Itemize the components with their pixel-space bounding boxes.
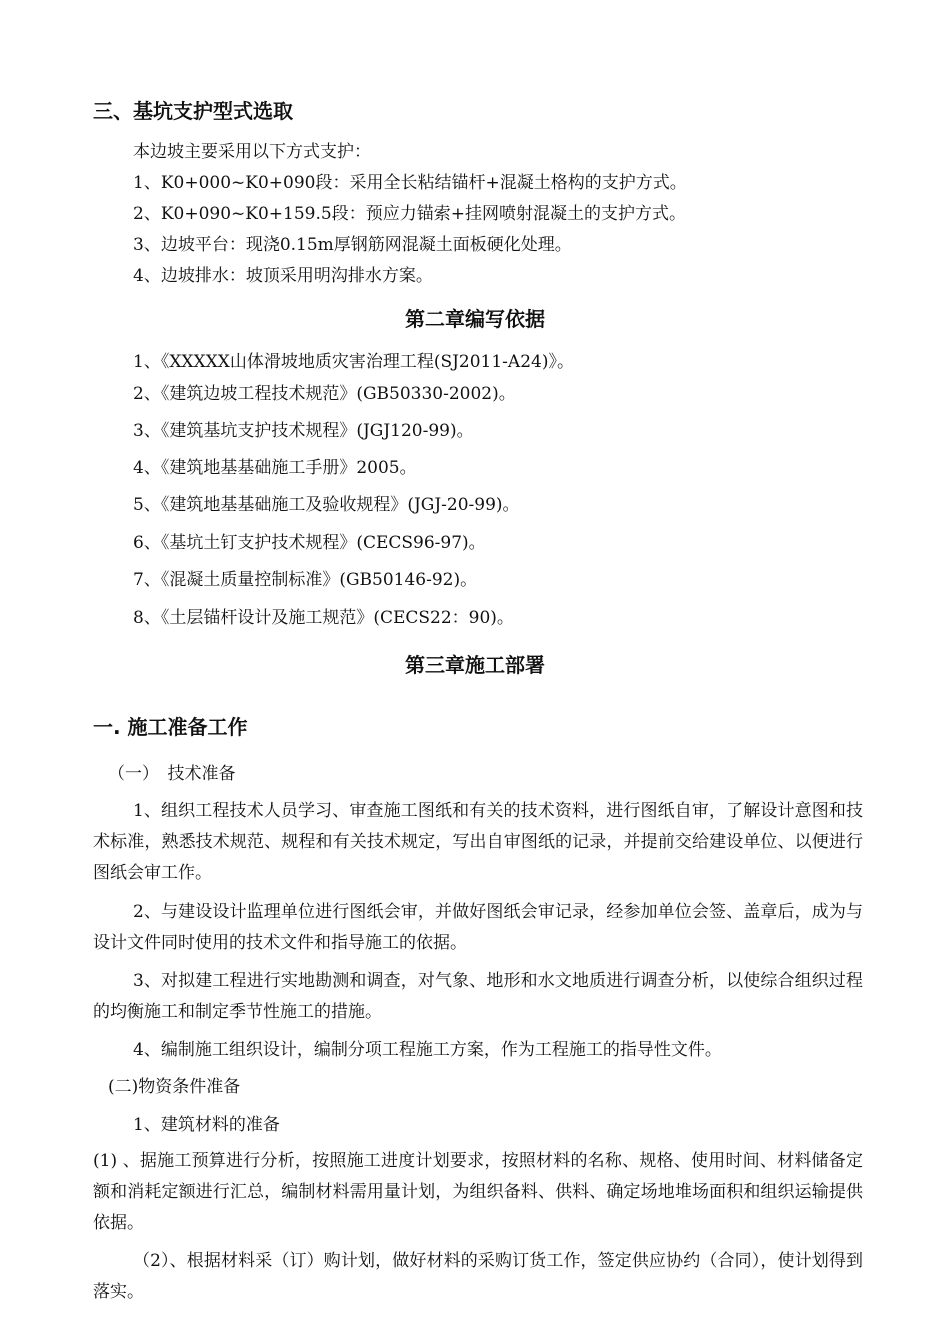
- list-item: 4、边坡排水：坡顶采用明沟排水方案。: [133, 266, 433, 286]
- chapter-title: 第三章施工部署: [405, 653, 545, 677]
- list-item: 7、《混凝土质量控制标准》(GB50146-92)。: [133, 570, 478, 590]
- list-item: 1、《XXXXX山体滑坡地质灾害治理工程(SJ2011-A24)》。: [133, 352, 574, 372]
- list-item: 3、《建筑基坑支护技术规程》(JGJ120-99)。: [133, 421, 474, 441]
- list-item: 2、《建筑边坡工程技术规范》(GB50330-2002)。: [133, 384, 516, 404]
- list-item: 3、边坡平台：现浇0.15m厚钢筋网混凝土面板硬化处理。: [133, 235, 572, 255]
- paragraph: 3、对拟建工程进行实地勘测和调查，对气象、地形和水文地质进行调查分析，以使综合组织过程的均衡施工和制定季节性施工的措施。: [93, 971, 863, 1022]
- list-item: 5、《建筑地基基础施工及验收规程》(JGJ-20-99)。: [133, 495, 520, 515]
- chapter-title: 第二章编写依据: [405, 307, 545, 331]
- list-item: 4、《建筑地基基础施工手册》2005。: [133, 458, 417, 478]
- list-item: 1、建筑材料的准备: [133, 1115, 280, 1135]
- paragraph: 4、编制施工组织设计，编制分项工程施工方案，作为工程施工的指导性文件。: [133, 1040, 722, 1060]
- paragraph: 2、与建设设计监理单位进行图纸会审，并做好图纸会审记录，经参加单位会签、盖章后，成为与设计文件同时使用的技术文件和指导施工的依据。: [93, 902, 863, 953]
- list-item: 6、《基坑土钉支护技术规程》(CECS96-97)。: [133, 533, 486, 553]
- section-heading: 一. 施工准备工作: [93, 715, 248, 739]
- paragraph: (1) 、据施工预算进行分析，按照施工进度计划要求，按照材料的名称、规格、使用时间、材料储备定额和消耗定额进行汇总，编制材料需用量计划，为组织备料、供料、确定场地堆场面积和组织运输提供依据。: [93, 1151, 863, 1233]
- paragraph: 1、组织工程技术人员学习、审查施工图纸和有关的技术资料，进行图纸自审，了解设计意图和技术标准，熟悉技术规范、规程和有关技术规定，写出自审图纸的记录，并提前交给建设单位、以便进行图纸会审工作。: [93, 801, 863, 883]
- subsection-heading: （一） 技术准备: [108, 764, 236, 784]
- list-item: 2、K0+090~K0+159.5段：预应力锚索+挂网喷射混凝土的支护方式。: [133, 204, 686, 224]
- list-item: 8、《土层锚杆设计及施工规范》(CECS22：90)。: [133, 608, 514, 628]
- list-item: 1、K0+000~K0+090段：采用全长粘结锚杆+混凝土格构的支护方式。: [133, 173, 687, 193]
- section-heading: 三、基坑支护型式选取: [93, 99, 293, 123]
- subsection-heading: (二)物资条件准备: [108, 1077, 241, 1097]
- paragraph: （2）、根据材料采（订）购计划，做好材料的采购订货工作，签定供应协约（合同），使计划得到落实。: [93, 1251, 863, 1302]
- section-intro: 本边坡主要采用以下方式支护：: [133, 142, 371, 162]
